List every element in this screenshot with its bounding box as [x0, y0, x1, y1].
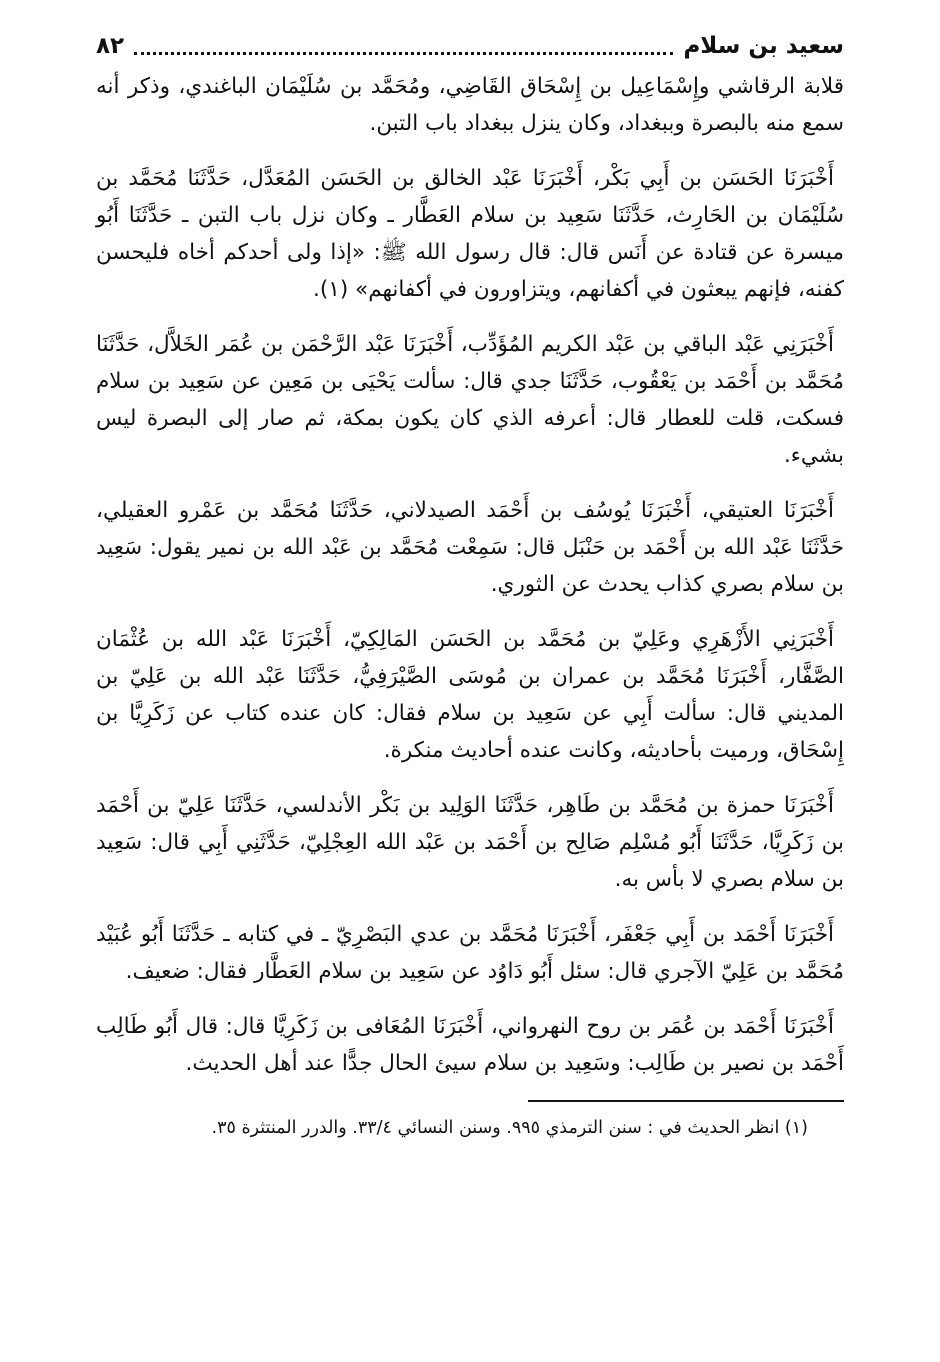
paragraph-8: أَخْبَرَنَا أَحْمَد بن عُمَر بن روح النهرواني، أَخْبَرَنَا المُعَافى بن زَكَرِيَّا قال: قال أَبُو طَالِب أَحْمَد بن نصير بن طَالِب: وسَعِيد بن سلام سيئ الحال جدًّا عند أهل الحديث.	[96, 1014, 844, 1076]
paragraph-2: أَخْبَرَنَا الحَسَن بن أَبِي بَكْر، أَخْبَرَنَا عَبْد الخالق بن الحَسَن المُعَدَّل، حَدَّثَنَا مُحَمَّد بن سُلَيْمَان بن الحَارِث، حَدَّثَنَا سَعِيد بن سلام العَطَّار ـ وكان نزل باب التبن ـ حَدَّثَنَا أَبُو ميسرة عن قتادة عن أَنَس قال: قال رسول الله ﷺ: «إذا ولى أحدكم أخاه فليحسن كفنه، فإنهم يبعثون في أكفانهم، ويتزاورون في أكفانهم» (١).	[96, 166, 844, 302]
dotted-leader	[134, 52, 673, 55]
paragraph-7: أَخْبَرَنَا أَحْمَد بن أَبِي جَعْفَر، أَخْبَرَنَا مُحَمَّد بن عدي البَصْرِيّ ـ في كتابه ـ حَدَّثَنَا أَبُو عُبَيْد مُحَمَّد بن عَلِيّ الآجري قال: سئل أَبُو دَاوُد عن سَعِيد بن سلام العَطَّار فقال: ضعيف.	[96, 922, 844, 984]
footnote: (١) انظر الحديث في : سنن الترمذي ٩٩٥. وسنن النسائي ٣٣/٤. والدرر المنتثرة ٣٥.	[211, 1118, 808, 1138]
footnote-rule	[528, 1100, 844, 1102]
paragraph-6: أَخْبَرَنَا حمزة بن مُحَمَّد بن طَاهِر، حَدَّثَنَا الوَلِيد بن بَكْر الأندلسي، حَدَّثَنَا عَلِيّ بن أَحْمَد بن زَكَرِيَّا، حَدَّثَنَا أَبُو مُسْلِم صَالِح بن أَحْمَد بن عَبْد الله العِجْلِيّ، حَدَّثَنِي أَبِي قال: سَعِيد بن سلام بصري لا بأس به.	[96, 793, 844, 892]
body-text	[96, 68, 844, 1082]
paragraph-3: أَخْبَرَنِي عَبْد الباقي بن عَبْد الكريم المُؤَدِّب، أَخْبَرَنَا عَبْد الرَّحْمَن بن عُمَر الخَلاَّل، حَدَّثَنَا مُحَمَّد بن أَحْمَد بن يَعْقُوب، حَدَّثَنَا جدي قال: سألت يَحْيَى بن مَعِين عن سَعِيد بن سلام فسكت، قلت للعطار قال: أعرفه الذي كان يكون بمكة، ثم صار إلى البصرة ليس بشيء.	[96, 332, 844, 468]
paragraph-5: أَخْبَرَنِي الأَزْهَرِي وعَلِيّ بن مُحَمَّد بن الحَسَن المَالِكِيّ، أَخْبَرَنَا عَبْد الله بن عُثْمَان الصَّفَّار، أَخْبَرَنَا مُحَمَّد بن عمران بن مُوسَى الصَّيْرَفِيُّ، حَدَّثَنَا عَبْد الله بن عَلِيّ بن المديني قال: سألت أَبِي عن سَعِيد بن سلام فقال: كان عنده كتاب عن زَكَرِيَّا بن إِسْحَاق، ورميت بأحاديثه، وكانت عنده أحاديث منكرة.	[96, 627, 844, 763]
running-title: سعيد بن سلام	[683, 33, 844, 59]
page-number: ٨٢	[96, 33, 125, 59]
running-head	[96, 28, 844, 64]
paragraph-1: قلابة الرقاشي وإِسْمَاعِيل بن إِسْحَاق القَاضِي، ومُحَمَّد بن سُلَيْمَان الباغندي، وذكر أنه سمع منه بالبصرة وببغداد، وكان ينزل ببغداد باب التبن.	[96, 74, 844, 136]
book-page	[96, 28, 844, 1362]
paragraph-4: أَخْبَرَنَا العتيقي، أَخْبَرَنَا يُوسُف بن أَحْمَد الصيدلاني، حَدَّثَنَا مُحَمَّد بن عَمْرو العقيلي، حَدَّثَنَا عَبْد الله بن أَحْمَد بن حَنْبَل قال: سَمِعْت مُحَمَّد بن عَبْد الله بن نمير يقول: سَعِيد بن سلام بصري كذاب يحدث عن الثوري.	[96, 498, 844, 597]
